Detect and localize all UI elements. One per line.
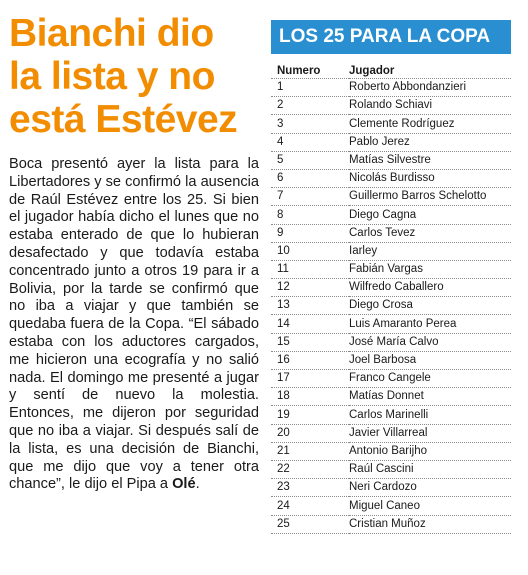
player-number: 18 <box>277 390 290 403</box>
table-row <box>271 442 511 460</box>
player-number: 17 <box>277 372 290 385</box>
player-number: 21 <box>277 444 290 457</box>
player-name: Fabián Vargas <box>349 263 423 276</box>
player-name: Iarley <box>349 244 378 257</box>
roster-rows <box>271 79 511 534</box>
player-name: Pablo Jerez <box>349 135 410 148</box>
player-name: Javier Villarreal <box>349 426 428 439</box>
table-row <box>271 97 511 115</box>
player-number: 7 <box>277 190 284 203</box>
player-name: Antonio Barijho <box>349 444 427 457</box>
table-row <box>271 188 511 206</box>
player-number: 15 <box>277 335 290 348</box>
player-number: 10 <box>277 244 290 257</box>
table-row <box>271 115 511 133</box>
table-row <box>271 169 511 187</box>
table-row <box>271 224 511 242</box>
player-number: 6 <box>277 172 284 185</box>
headline-line: está Estévez <box>9 98 238 141</box>
player-name: Neri Cardozo <box>349 481 417 494</box>
table-row <box>271 333 511 351</box>
player-name: Joel Barbosa <box>349 354 417 366</box>
player-number: 9 <box>277 226 284 239</box>
player-number: 16 <box>277 354 290 366</box>
article-body-tail: . <box>195 476 200 493</box>
column-header-number: Numero <box>277 64 321 77</box>
roster-box <box>271 20 511 534</box>
roster-table <box>271 64 511 534</box>
player-name: Nicolás Burdisso <box>349 172 435 185</box>
headline-line: la lista y no <box>9 55 215 98</box>
table-row <box>271 388 511 406</box>
table-row <box>271 206 511 224</box>
player-number: 19 <box>277 408 290 421</box>
player-name: Roberto Abbondanzieri <box>349 81 466 94</box>
player-number: 1 <box>277 81 284 94</box>
article-column <box>9 12 259 509</box>
player-name: Guillermo Barros Schelotto <box>349 190 487 203</box>
table-row <box>271 424 511 442</box>
table-row <box>271 242 511 260</box>
table-row <box>271 406 511 424</box>
player-name: Raúl Cascini <box>349 463 414 476</box>
table-row <box>271 279 511 297</box>
player-number: 14 <box>277 317 290 330</box>
player-name: Diego Crosa <box>349 299 413 312</box>
roster-header-row <box>271 64 511 79</box>
headline-line: Bianchi dio <box>9 12 214 55</box>
column-header-player: Jugador <box>349 64 395 77</box>
player-name: Carlos Tevez <box>349 226 416 239</box>
article-body <box>9 156 259 494</box>
player-name: Franco Cangele <box>349 372 431 385</box>
table-row <box>271 79 511 97</box>
article-body-text: Boca presentó ayer la lista para la Libertadores y se confirmó la ausencia de Raúl Estévez entre los 25. Si bien el jugador había dicho el lunes que no estaba enterado de que lo hubieran desafectado y que todavía estaba concentrado junto a otros 19 para ir a Bolivia, por la tarde se confirmó que no iba a viajar y que también se quedaba fuera de la Copa. “El sábado estaba con los aductores cargados, me hicieron una ecografía y no salió nada. El domingo me presenté a jugar y sentí de nuevo la molestia. Entonces, me dijeron por seguridad que no iba a viajar. Si después salí de la lista, es una decisión de Bianchi, que me dijo que voy a tener otra chance”, le dijo el Pipa a <box>9 156 259 493</box>
player-number: 2 <box>277 99 284 112</box>
player-number: 22 <box>277 463 290 476</box>
table-row <box>271 479 511 497</box>
table-row <box>271 460 511 478</box>
player-name: Wilfredo Caballero <box>349 281 444 294</box>
player-name: Matías Donnet <box>349 390 424 403</box>
table-row <box>271 260 511 278</box>
player-name: Rolando Schiavi <box>349 99 433 112</box>
player-number: 20 <box>277 426 290 439</box>
player-name: Clemente Rodríguez <box>349 117 455 130</box>
table-row <box>271 515 511 533</box>
player-number: 3 <box>277 117 284 130</box>
roster-title: LOS 25 PARA LA COPA <box>271 20 511 54</box>
table-row <box>271 351 511 369</box>
table-row <box>271 297 511 315</box>
player-number: 23 <box>277 481 290 494</box>
table-row <box>271 315 511 333</box>
newspaper-name: Olé <box>172 476 196 493</box>
player-name: Carlos Marinelli <box>349 408 429 421</box>
player-number: 5 <box>277 153 284 166</box>
player-number: 12 <box>277 281 290 294</box>
table-row <box>271 497 511 515</box>
player-number: 25 <box>277 517 290 530</box>
player-name: Diego Cagna <box>349 208 417 221</box>
player-name: Luis Amaranto Perea <box>349 317 457 330</box>
headline <box>9 12 259 141</box>
player-number: 24 <box>277 499 290 512</box>
player-name: Miguel Caneo <box>349 499 420 512</box>
player-name: Matías Silvestre <box>349 153 431 166</box>
table-row <box>271 151 511 169</box>
table-row <box>271 370 511 388</box>
table-row <box>271 133 511 151</box>
player-name: Cristian Muñoz <box>349 517 426 530</box>
player-number: 4 <box>277 135 284 148</box>
player-number: 13 <box>277 299 290 312</box>
player-name: José María Calvo <box>349 335 439 348</box>
player-number: 11 <box>277 263 289 276</box>
player-number: 8 <box>277 208 284 221</box>
